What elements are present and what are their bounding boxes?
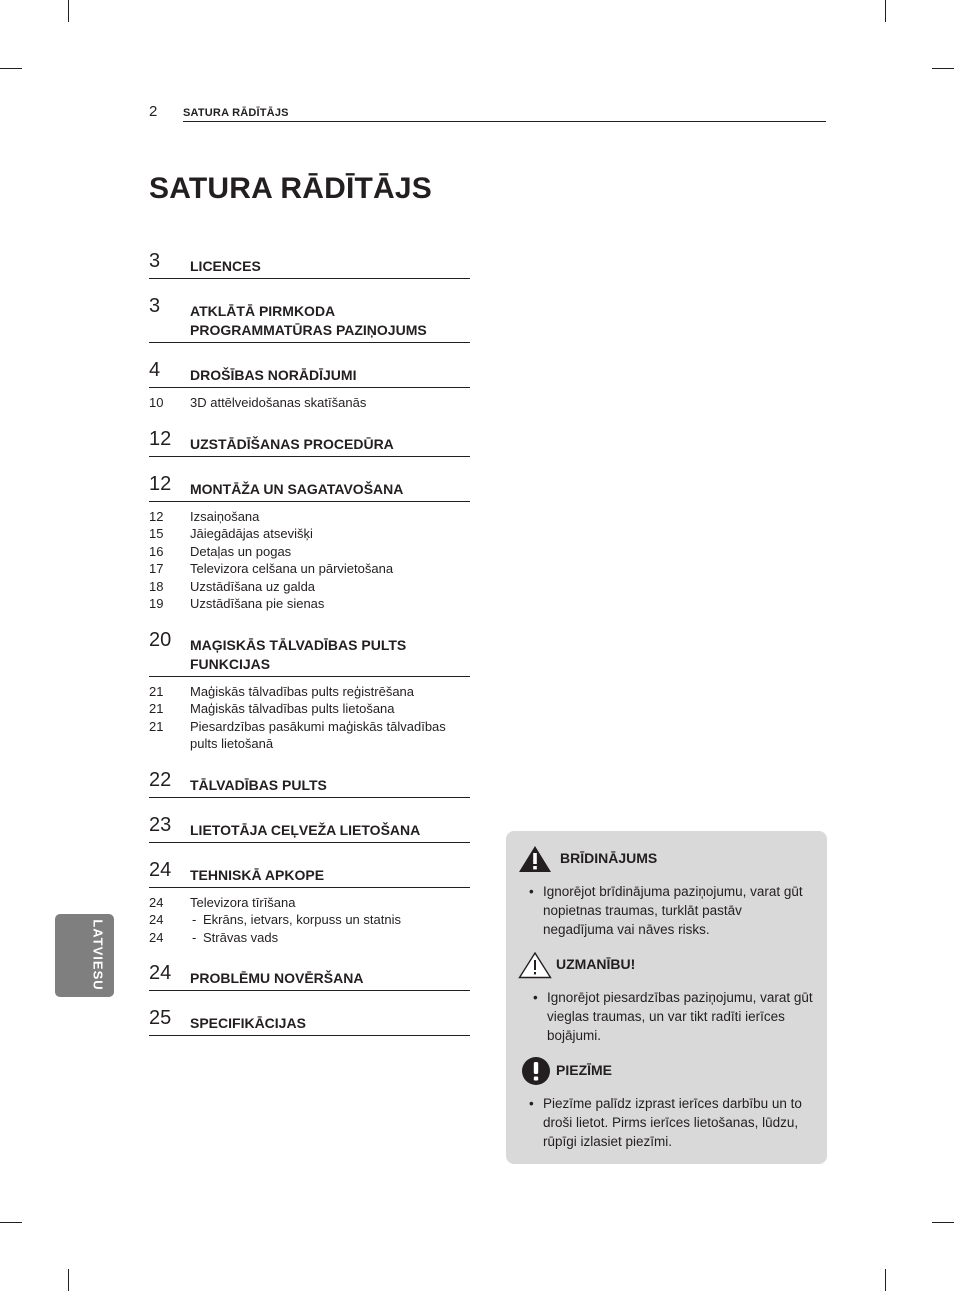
toc-subsection — [149, 683, 470, 701]
toc-subsection-title: Televizora tīrīšana — [190, 894, 296, 910]
toc-subsection-page: 15 — [149, 526, 164, 541]
toc-section-page: 24 — [149, 962, 172, 984]
toc-section-page: 3 — [149, 295, 161, 317]
toc-subsection-title: 3D attēlveidošanas skatīšanās — [190, 395, 367, 410]
toc-section-title: PROBLĒMU NOVĒRŠANA — [190, 970, 364, 986]
toc-section-title: TEHNISKĀ APKOPE — [190, 866, 325, 883]
toc-subsection — [149, 394, 470, 412]
toc-section-page: 3 — [149, 250, 161, 272]
toc-section-title: TĀLVADĪBAS PULTS — [190, 776, 327, 793]
crop-mark — [68, 1269, 69, 1291]
toc-section-title: SPECIFIKĀCIJAS — [190, 1015, 306, 1031]
language-side-tab — [55, 914, 114, 997]
toc-subsection — [149, 543, 470, 561]
toc-subsection-title: Jāiegādājas atsevišķi — [190, 526, 313, 541]
toc-section — [149, 471, 470, 502]
caution-triangle-outline-icon — [518, 951, 552, 979]
warning-text — [529, 882, 809, 939]
toc-section-page: 4 — [149, 359, 161, 381]
table-of-contents — [149, 248, 470, 1036]
toc-subsection-title: Maģiskās tālvadības pults reģistrēšana — [190, 683, 415, 699]
toc-subsection-list — [149, 508, 470, 613]
toc-subsection-title: Detaļas un pogas — [190, 543, 292, 559]
toc-subsection-page: 21 — [149, 718, 164, 734]
toc-section — [149, 960, 470, 991]
toc-section-title: UZSTĀDĪŠANAS PROCEDŪRA — [190, 435, 394, 452]
toc-subsection — [149, 508, 470, 526]
toc-subsection-list — [149, 894, 470, 947]
toc-subsection — [149, 911, 470, 929]
toc-section — [149, 627, 470, 677]
toc-subsection-page: 21 — [149, 683, 164, 699]
running-title: SATURA RĀDĪTĀJS — [183, 107, 289, 119]
bullet: • — [529, 1096, 534, 1111]
crop-mark — [68, 0, 69, 22]
caution-body: Ignorējot piesardzības paziņojumu, varat gūt vieglas traumas, un var tikt radīti ierīces bojājumi. — [547, 990, 813, 1043]
crop-mark — [932, 1222, 954, 1223]
warning-triangle-filled-icon — [518, 845, 552, 873]
caution-text — [533, 988, 813, 1045]
toc-subsection-title: - Ekrāns, ietvars, korpuss un statnis — [190, 911, 470, 929]
toc-subsection-title: Izsaiņošana — [190, 508, 260, 524]
toc-subsection — [149, 894, 470, 912]
toc-section-page: 12 — [149, 427, 172, 450]
toc-subsection — [149, 560, 470, 578]
toc-section — [149, 426, 470, 457]
toc-section-title: ATKLĀTĀ PIRMKODA PROGRAMMATŪRAS PAZIŅOJUMS — [190, 303, 427, 338]
toc-subsection — [149, 929, 470, 947]
toc-subsection-page: 24 — [149, 894, 164, 910]
toc-section-title: DROŠĪBAS NORĀDĪJUMI — [190, 367, 357, 383]
toc-subsection-page: 18 — [149, 578, 164, 594]
toc-subsection-title: Piesardzības pasākumi maģiskās tālvadības pults lietošanā — [190, 718, 446, 751]
toc-subsection-page: 24 — [149, 912, 164, 927]
toc-section — [149, 248, 470, 279]
toc-section — [149, 1005, 470, 1036]
toc-subsection-title: Uzstādīšana uz galda — [190, 578, 316, 594]
toc-section-page: 23 — [149, 813, 172, 836]
note-body: Piezīme palīdz izprast ierīces darbību un to droši lietot. Pirms ierīces lietošanas, lūdzu, rūpīgi izlasiet piezīmi. — [543, 1096, 802, 1149]
bullet: • — [533, 990, 538, 1005]
toc-subsection — [149, 595, 470, 613]
toc-section — [149, 812, 470, 843]
toc-subsection-title: - Strāvas vads — [190, 929, 470, 947]
note-label: PIEZĪME — [556, 1062, 613, 1078]
crop-mark — [0, 1222, 22, 1223]
page-title: SATURA RĀDĪTĀJS — [149, 172, 433, 205]
toc-subsection-page: 24 — [149, 929, 164, 945]
toc-subsection-list — [149, 394, 470, 412]
toc-subsection — [149, 525, 470, 543]
toc-subsection-list — [149, 683, 470, 753]
crop-mark — [885, 0, 886, 22]
toc-section-page: 25 — [149, 1007, 172, 1029]
warning-label: BRĪDINĀJUMS — [560, 850, 658, 866]
toc-subsection-title: Uzstādīšana pie sienas — [190, 596, 325, 611]
toc-subsection — [149, 578, 470, 596]
toc-subsection-page: 10 — [149, 395, 164, 410]
crop-mark — [885, 1269, 886, 1291]
warning-body: Ignorējot brīdinājuma paziņojumu, varat gūt nopietnas traumas, turklāt pastāv negadījuma vai nāves risks. — [543, 884, 803, 937]
note-text — [529, 1094, 809, 1151]
toc-section-page: 12 — [149, 472, 172, 495]
toc-section — [149, 767, 470, 798]
crop-mark — [0, 68, 22, 69]
toc-section — [149, 857, 470, 888]
toc-section-title: MONTĀŽA UN SAGATAVOŠANA — [190, 480, 404, 497]
toc-subsection-title: Maģiskās tālvadības pults lietošana — [190, 701, 395, 716]
toc-subsection-title: Televizora celšana un pārvietošana — [190, 561, 394, 576]
language-label: LATVIESU — [90, 919, 106, 991]
caution-label: UZMANĪBU! — [556, 956, 636, 972]
toc-subsection — [149, 700, 470, 718]
toc-section — [149, 293, 470, 343]
toc-subsection-page: 12 — [149, 508, 164, 524]
toc-section-title: MAĢISKĀS TĀLVADĪBAS PULTS FUNKCIJAS — [190, 636, 407, 672]
notice-box — [506, 831, 827, 1164]
toc-section-page: 24 — [149, 858, 172, 881]
toc-section — [149, 357, 470, 388]
bullet: • — [529, 884, 534, 899]
toc-subsection — [149, 718, 470, 753]
toc-subsection-page: 19 — [149, 596, 164, 611]
toc-section-page: 20 — [149, 628, 172, 651]
toc-subsection-page: 21 — [149, 701, 164, 716]
toc-subsection-page: 17 — [149, 561, 164, 576]
page-number: 2 — [149, 103, 158, 120]
toc-section-page: 22 — [149, 768, 172, 791]
header-rule — [183, 121, 826, 122]
crop-mark — [932, 68, 954, 69]
toc-section-title: LIETOTĀJA CEĻVEŽA LIETOŠANA — [190, 821, 421, 838]
note-exclamation-circle-icon — [521, 1056, 551, 1086]
toc-section-title: LICENCES — [190, 258, 261, 274]
toc-subsection-page: 16 — [149, 543, 164, 559]
